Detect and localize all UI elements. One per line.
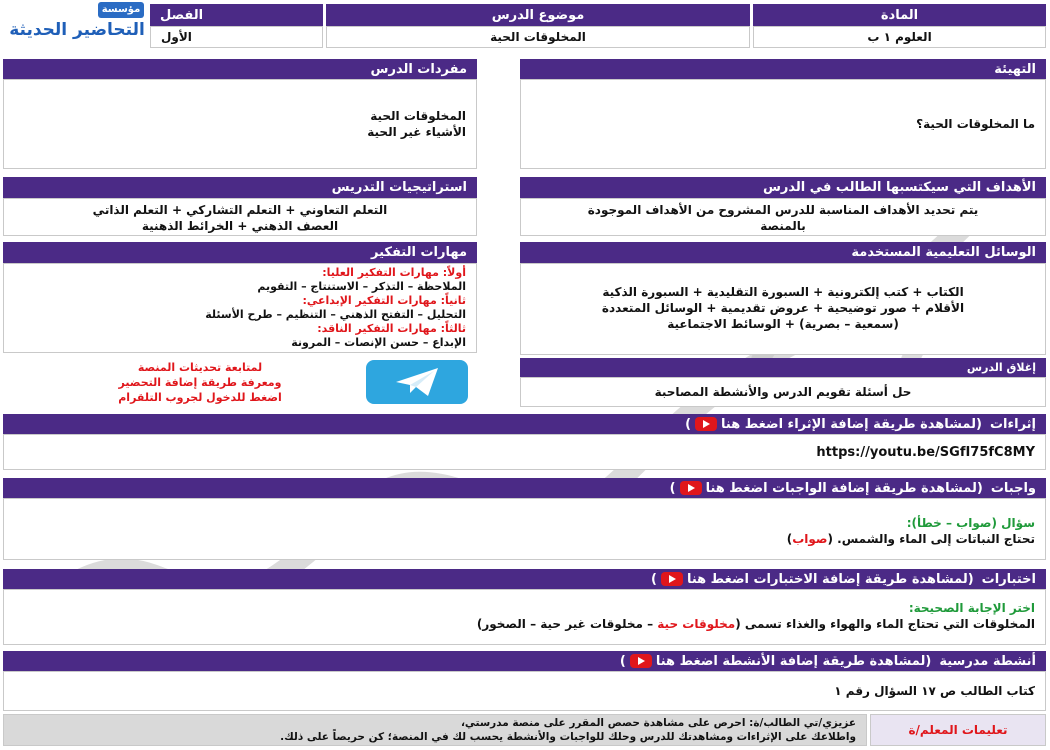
media-body [520,263,1046,355]
youtube-icon [661,572,683,586]
vocab-item: الأشياء غير الحية [367,125,466,139]
activities-body [3,671,1046,711]
strategies-line: العصف الذهني + الخرائط الذهنية [141,219,339,233]
logo [2,2,152,44]
homework-q-hint: (صواب – خطأ): [906,516,997,530]
tests-other-options: – مخلوقات غير حية – الصخور) [476,617,654,631]
teacher-notes-body [3,714,867,746]
closing-text: حل أسئلة تقويم الدرس والأنشطة المصاحبة [654,385,912,399]
enrich-body [3,434,1046,470]
thinking-line: التحليل – التفتح الذهني – التنظيم – طرح الأسئلة [205,308,466,321]
activities-header [3,651,1046,671]
vocab-header: مفردات الدرس [3,59,477,79]
homework-question: تحتاج النباتات إلى الماء والشمس. [837,532,1035,546]
thinking-body [3,263,477,353]
enrich-url[interactable]: https://youtu.be/SGfI75fC8MY [816,444,1035,460]
activities-link[interactable]: (لمشاهدة طريقة إضافة الأنشطة اضغط هنا) [619,653,932,669]
goals-body [520,198,1046,236]
strategies-header: استراتيجيات التدريس [3,177,477,198]
thinking-heading: أولاً: مهارات التفكير العليا: [322,266,466,279]
topic-header: موضوع الدرس [326,4,750,26]
homework-answer: صواب [792,532,828,546]
media-line: الأقلام + صور توضيحية + عروض تقديمية + الوسائل المتعددة [601,301,965,315]
vocab-item: المخلوقات الحية [370,109,466,123]
tests-title: اختبارات [981,571,1036,587]
tests-header [3,569,1046,589]
media-header: الوسائل التعليمية المستخدمة [520,242,1046,263]
homework-body: سؤال (صواب – خطأ): تحتاج النباتات إلى الماء والشمس. (صواب) [3,498,1046,560]
strategies-body [3,198,477,236]
tests-body: اختر الإجابة الصحيحة: المخلوقات التي تحتاج الماء والهواء والغذاء تسمى (مخلوقات حية – مخلوقات غير حية – الصخور) [3,589,1046,645]
thinking-header: مهارات التفكير [3,242,477,263]
intro-header: التهيئة [520,59,1046,79]
goals-line: يتم تحديد الأهداف المناسبة للدرس المشروح من الأهداف الموجودة [587,203,979,217]
media-line: (سمعية – بصرية) + الوسائط الاجتماعية [667,317,899,331]
homework-q-label: سؤال [1001,516,1035,530]
thinking-heading: ثانياً: مهارات التفكير الإبداعي: [302,294,466,307]
youtube-icon [695,417,717,431]
subject-value: العلوم ١ ب [753,26,1046,48]
teacher-notes-label: تعليمات المعلم/ة [870,714,1046,746]
logo-text: التحاضير الحديثة [9,20,145,40]
enrich-title: إثراءات [989,416,1036,432]
topic-value: المخلوقات الحية [326,26,750,48]
activities-text: كتاب الطالب ص ١٧ السؤال رقم ١ [834,684,1035,698]
homework-header [3,478,1046,498]
youtube-icon [630,654,652,668]
logo-badge: مؤسسة [98,2,144,18]
activities-title: أنشطة مدرسية [939,653,1036,669]
enrich-link[interactable]: (لمشاهدة طريقة إضافة الإثراء اضغط هنا) [685,416,982,432]
telegram-text[interactable] [40,360,360,408]
closing-body [520,377,1046,407]
intro-text: ما المخلوقات الحية؟ [916,117,1035,131]
enrich-header [3,414,1046,434]
teacher-notes-line: عزيزي/تي الطالب/ة: احرص على مشاهدة حصص المقرر على منصة مدرستي، [460,717,856,729]
homework-title: واجبات [990,480,1036,496]
thinking-line: الملاحظة – التذكر – الاستنتاج – التقويم [257,280,466,293]
tests-link[interactable]: (لمشاهدة طريقة إضافة الاختبارات اضغط هنا) [651,571,974,587]
subject-header: المادة [753,4,1046,26]
semester-header: الفصل [150,4,323,26]
strategies-line: التعلم التعاوني + التعلم التشاركي + التعلم الذاتي [92,203,388,217]
tests-question: المخلوقات التي تحتاج الماء والهواء والغذاء تسمى [744,617,1035,631]
thinking-heading: ثالثاً: مهارات التفكير الناقد: [317,322,466,335]
media-line: الكتاب + كتب إلكترونية + السبورة التقليدية + السبورة الذكية [602,285,964,299]
closing-header: إغلاق الدرس [520,358,1046,377]
semester-value: الأول [150,26,323,48]
thinking-line: الإبداع – حسن الإنصات – المرونة [291,336,466,349]
vocab-body [3,79,477,169]
intro-body [520,79,1046,169]
telegram-line: ومعرفة طريقة إضافة التحضير [118,376,282,389]
tests-q-label: اختر الإجابة الصحيحة: [908,601,1035,615]
telegram-icon [366,360,468,404]
goals-header: الأهداف التي سيكتسبها الطالب في الدرس [520,177,1046,198]
telegram-button[interactable] [366,360,468,404]
telegram-line: لمتابعة تحديثات المنصة [137,361,263,374]
tests-correct-option: مخلوقات حية [657,617,736,631]
telegram-line: اضغط للدخول لجروب التلقرام [118,391,282,404]
homework-link[interactable]: (لمشاهدة طريقة إضافة الواجبات اضغط هنا) [669,480,983,496]
youtube-icon [680,481,702,495]
goals-line: بالمنصة [760,219,806,233]
teacher-notes-line: واطلاعك على الإثراءات ومشاهدتك للدرس وحلك للواجبات والأنشطة يحسب لك في المنصة؛ كن حريصاً على ذلك. [280,731,856,743]
